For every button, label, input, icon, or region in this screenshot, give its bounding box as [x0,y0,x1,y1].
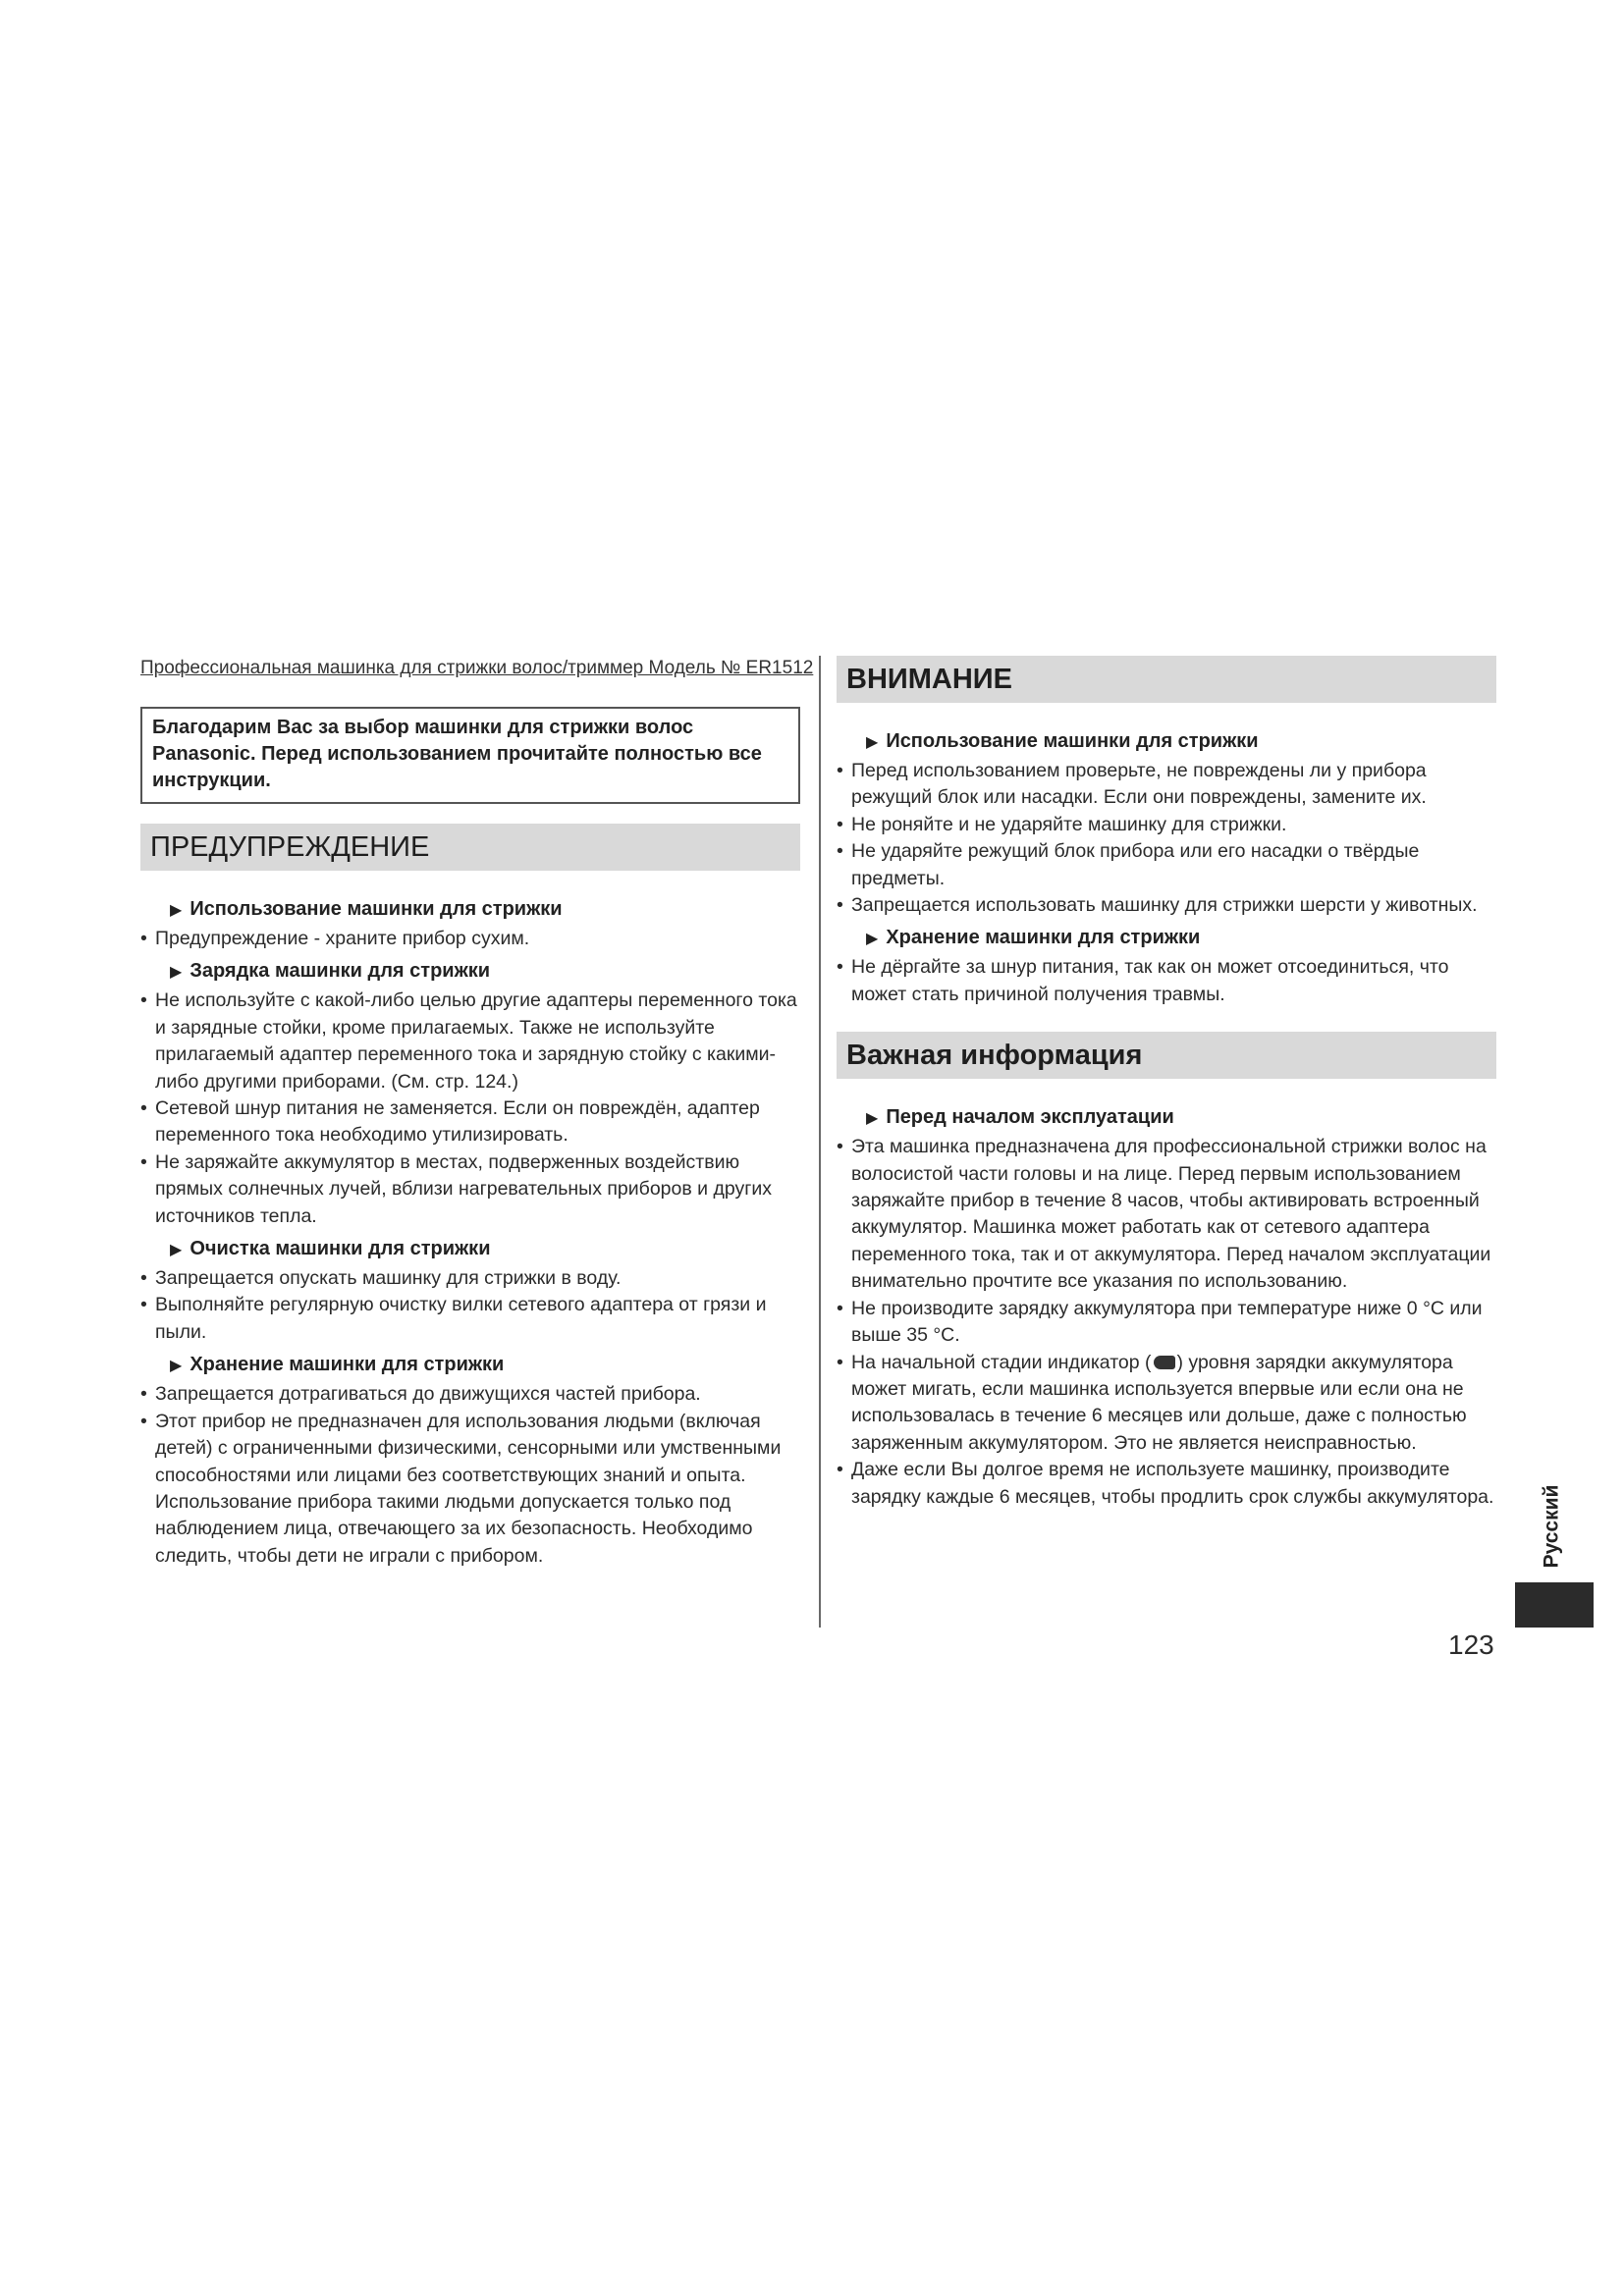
triangle-bullet-icon: ▶ [866,931,879,948]
column-divider [819,656,821,1628]
language-tab [1512,1472,1591,1580]
list-item: • Не дёргайте за шнур питания, так как он может отсоединиться, что может стать причиной получения травмы. [837,954,1496,1008]
warning-storage-heading: ▶ Хранение машинки для стрижки [170,1354,505,1376]
caution-usage-heading: ▶ Использование машинки для стрижки [866,730,1259,752]
warning-cleaning-heading: ▶ Очистка машинки для стрижки [170,1238,491,1260]
triangle-bullet-icon: ▶ [170,964,183,982]
warning-usage-list [140,926,800,952]
list-item: • На начальной стадии индикатор ( ) уровня зарядки аккумулятора может мигать, если машинка используется впервые или если она не использовалась в течение 6 месяцев или дольше, даже с полностью заряженным аккумулятором. Это не является неисправностью. [837,1350,1496,1458]
list-item: • Запрещается опускать машинку для стрижки в воду. [140,1265,800,1292]
list-item: • Перед использованием проверьте, не повреждены ли у прибора режущий блок или насадки. Если они повреждены, замените их. [837,758,1496,812]
warning-charging-list [140,988,800,1230]
document-title: Профессиональная машинка для стрижки волос/триммер Модель № ER1512 [140,658,814,678]
list-item: • Запрещается использовать машинку для стрижки шерсти у животных. [837,892,1496,919]
intro-notice: Благодарим Вас за выбор машинки для стрижки волос Panasonic. Перед использованием прочитайте полностью все инструкции. [140,707,800,804]
list-item: • Не используйте с какой-либо целью другие адаптеры переменного тока и зарядные стойки, кроме прилагаемых. Также не используйте прилагаемый адаптер переменного тока и зарядную стойку с какими-либо другими приборами. (См. стр. 124.) [140,988,800,1095]
list-item: • Не производите зарядку аккумулятора при температуре ниже 0 °C или выше 35 °C. [837,1296,1496,1350]
warning-usage-heading: ▶ Использование машинки для стрижки [170,898,563,920]
list-item: • Запрещается дотрагиваться до движущихся частей прибора. [140,1381,800,1408]
triangle-bullet-icon: ▶ [170,902,183,919]
list-item: • Предупреждение - храните прибор сухим. [140,926,800,952]
right-column [837,656,1496,1517]
triangle-bullet-icon: ▶ [170,1242,183,1259]
list-item: • Выполняйте регулярную очистку вилки сетевого адаптера от грязи и пыли. [140,1292,800,1346]
warning-charging-heading: ▶ Зарядка машинки для стрижки [170,960,491,983]
list-item: • Не заряжайте аккумулятор в местах, подверженных воздействию прямых солнечных лучей, вблизи нагревательных приборов и других источников тепла. [140,1149,800,1230]
language-label: Русский [1540,1484,1563,1569]
list-item: • Сетевой шнур питания не заменяется. Если он повреждён, адаптер переменного тока необходимо утилизировать. [140,1095,800,1149]
caution-storage-list [837,954,1496,1008]
language-tab-bar [1515,1582,1594,1628]
warning-heading: ПРЕДУПРЕЖДЕНИЕ [140,824,800,871]
list-item: • Даже если Вы долгое время не используете машинку, производите зарядку каждые 6 месяцев, чтобы продлить срок службы аккумулятора. [837,1457,1496,1511]
page-number: 123 [1448,1629,1494,1660]
list-item: • Эта машинка предназначена для профессиональной стрижки волос на волосистой части головы и на лице. Перед первым использованием заряжайте прибор в течение 8 часов, чтобы активировать встроенный аккумулятор. Машинка может работать как от сетевого адаптера переменного тока, так и от аккумулятора. Перед началом эксплуатации внимательно прочтите все указания по использованию. [837,1134,1496,1295]
list-item: • Не роняйте и не ударяйте машинку для стрижки. [837,812,1496,838]
info-before-use-list [837,1134,1496,1511]
list-item: • Не ударяйте режущий блок прибора или его насадки о твёрдые предметы. [837,838,1496,892]
triangle-bullet-icon: ▶ [866,1110,879,1128]
info-before-use-heading: ▶ Перед началом эксплуатации [866,1106,1174,1129]
caution-heading: ВНИМАНИЕ [837,656,1496,703]
caution-usage-list [837,758,1496,919]
left-column [140,656,814,1575]
triangle-bullet-icon: ▶ [170,1358,183,1375]
charge-indicator-icon [1154,1356,1175,1369]
list-item: • Этот прибор не предназначен для использования людьми (включая детей) с ограниченными физическими, сенсорными или умственными способностями или лицами без соответствующих знаний и опыта. Использование прибора такими людьми допускается только под наблюдением лица, отвечающего за их безопасность. Необходимо следить, чтобы дети не играли с прибором. [140,1409,800,1570]
warning-storage-list [140,1381,800,1570]
triangle-bullet-icon: ▶ [866,734,879,751]
caution-storage-heading: ▶ Хранение машинки для стрижки [866,927,1201,949]
warning-cleaning-list [140,1265,800,1346]
info-heading: Важная информация [837,1032,1496,1079]
